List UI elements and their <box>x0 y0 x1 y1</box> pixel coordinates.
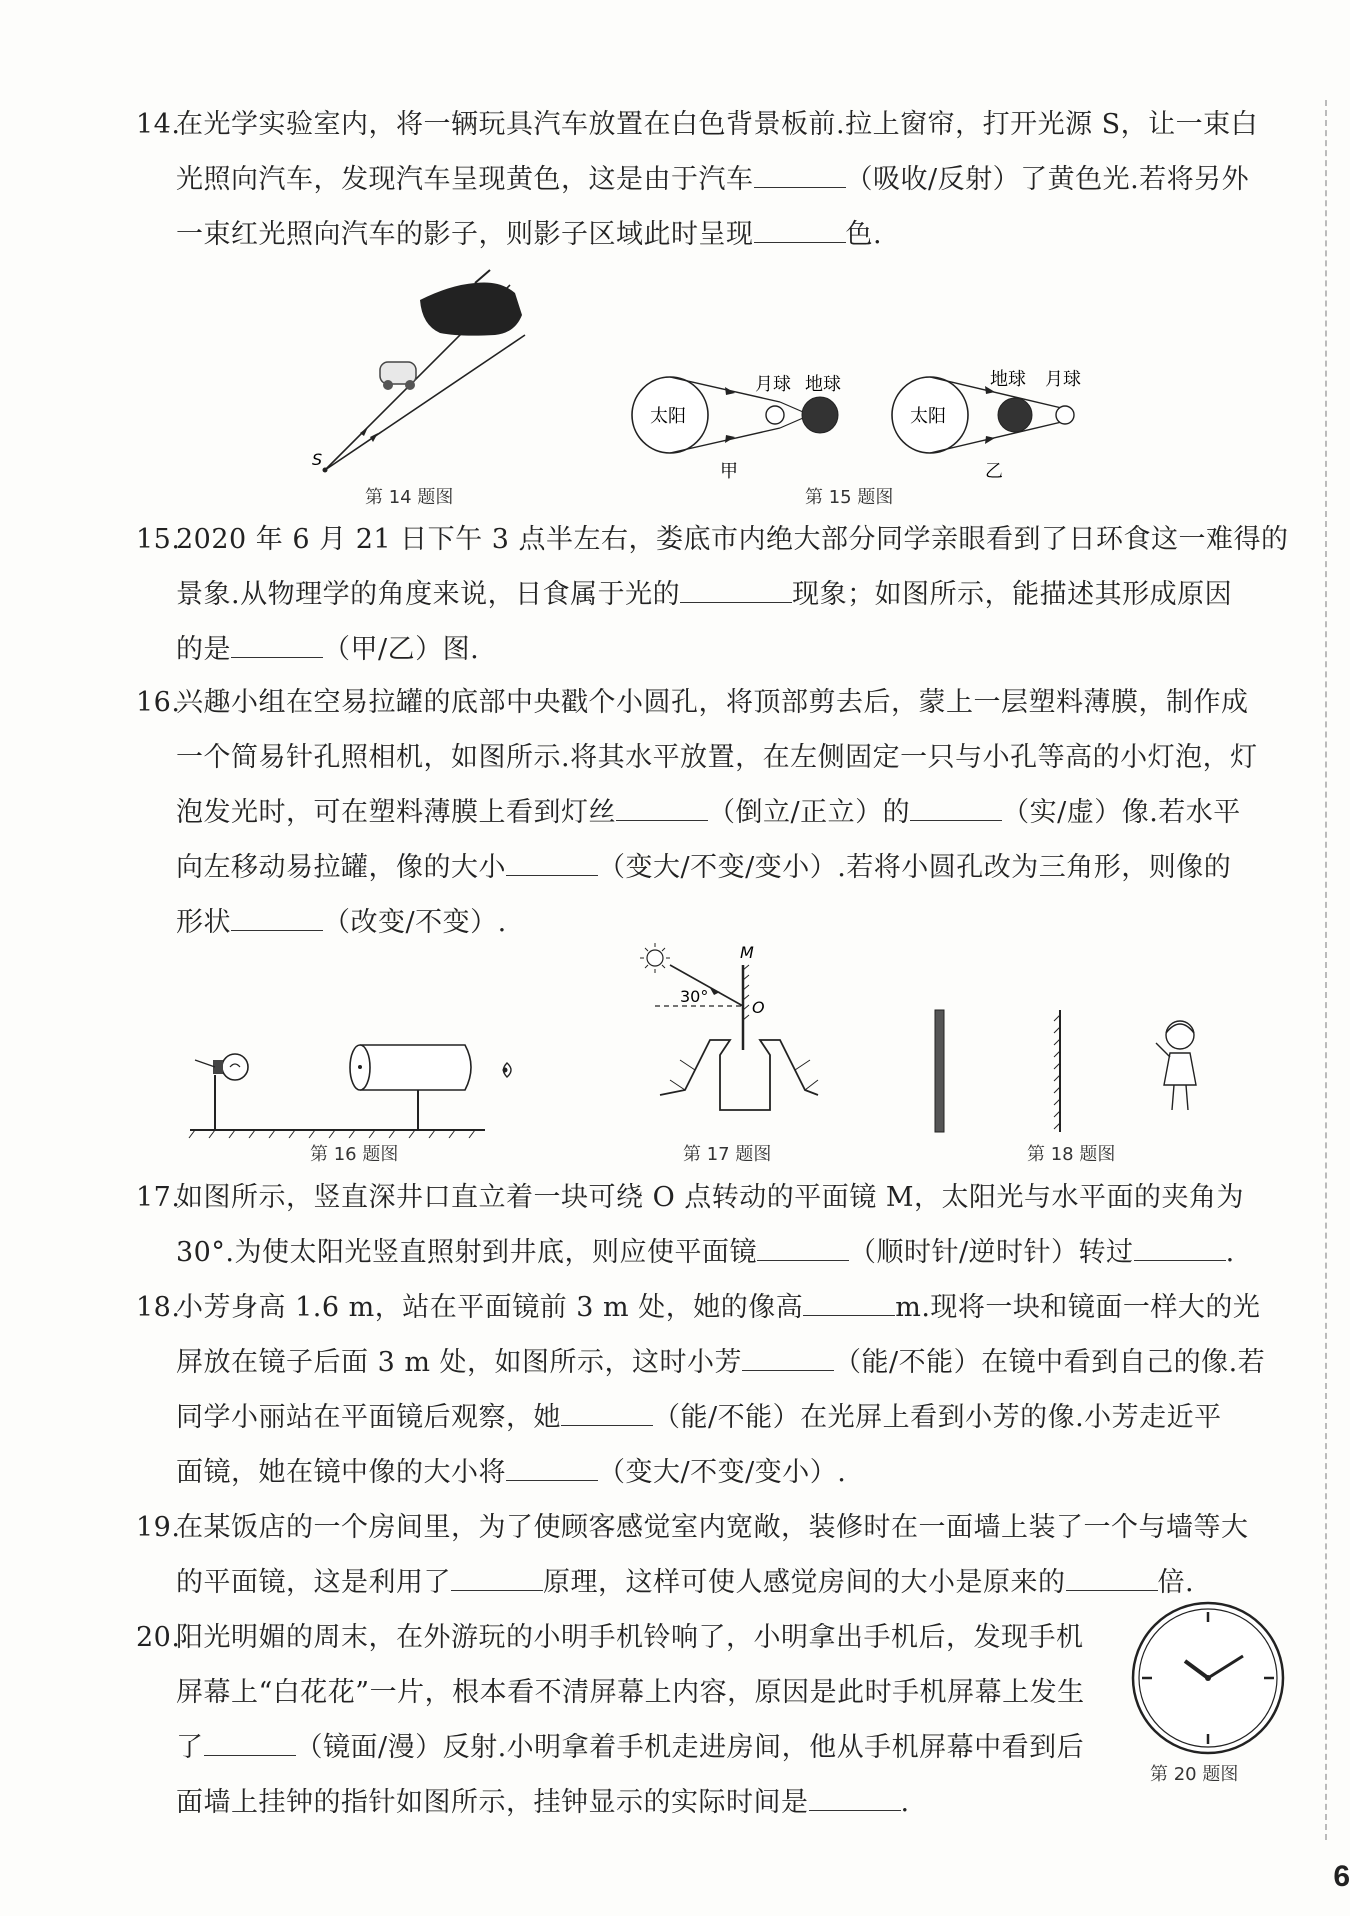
question-text: 倍. <box>1157 1567 1195 1598</box>
answer-blank[interactable] <box>1066 1566 1158 1591</box>
answer-blank[interactable] <box>754 218 846 243</box>
answer-blank[interactable] <box>754 163 846 188</box>
answer-blank[interactable] <box>757 1236 849 1261</box>
question-text: （改变/不变）. <box>323 907 507 938</box>
question-17 <box>136 1170 1270 1280</box>
question-text: 一束红光照向汽车的影子，则影子区域此时呈现 <box>176 219 754 250</box>
answer-blank[interactable] <box>1134 1236 1226 1261</box>
answer-blank[interactable] <box>680 578 792 603</box>
question-text: . <box>900 1787 910 1818</box>
mirror-m-label: M <box>740 943 754 962</box>
answer-blank[interactable] <box>561 1401 653 1426</box>
question-text: 形状 <box>176 907 231 938</box>
figure-14-caption: 第 14 题图 <box>365 487 454 508</box>
question-text: 同学小丽站在平面镜后观察，她 <box>176 1402 561 1433</box>
question-text: 如图所示，竖直深井口直立着一块可绕 O 点转动的平面镜 M，太阳光与水平面的夹角为 <box>176 1182 1245 1213</box>
question-text: （能/不能）在镜中看到自己的像.若 <box>834 1347 1266 1378</box>
question-text: 泡发光时，可在塑料薄膜上看到灯丝 <box>176 797 616 828</box>
page-number: 6 <box>1333 1860 1350 1893</box>
figure-16-pinhole-camera <box>185 1005 525 1145</box>
question-text: 30°.为使太阳光竖直照射到井底，则应使平面镜 <box>176 1237 757 1268</box>
question-text: （甲/乙）图. <box>323 634 480 665</box>
question-text: 屏幕上“白花花”一片，根本看不清屏幕上内容，原因是此时手机屏幕上发生 <box>176 1677 1085 1708</box>
question-text: 现象；如图所示，能描述其形成原因 <box>792 579 1233 610</box>
question-text: （实/虚）像.若水平 <box>1002 797 1241 828</box>
sun-label: 太阳 <box>650 406 686 427</box>
question-text: 色. <box>845 219 883 250</box>
question-text: 屏放在镜子后面 3 m 处，如图所示，这时小芳 <box>176 1347 743 1378</box>
answer-blank[interactable] <box>506 851 598 876</box>
question-text: 2020 年 6 月 21 日下午 3 点半左右，娄底市内绝大部分同学亲眼看到了日环食这一难得的 <box>176 524 1289 555</box>
question-text: 的平面镜，这是利用了 <box>176 1567 451 1598</box>
question-text: （镜面/漫）反射.小明拿着手机走进房间，他从手机屏幕中看到后 <box>295 1732 1085 1763</box>
figure-14-light-car <box>300 265 540 475</box>
question-number: 19. <box>136 1512 181 1543</box>
question-text: 向左移动易拉罐，像的大小 <box>176 852 506 883</box>
figure-17-well-mirror <box>640 940 820 1120</box>
answer-blank[interactable] <box>809 1786 901 1811</box>
answer-blank[interactable] <box>506 1456 598 1481</box>
question-15 <box>136 512 1289 677</box>
earth-label: 地球 <box>990 369 1026 390</box>
question-text: m.现将一块和镜面一样大的光 <box>895 1292 1261 1323</box>
question-number: 18. <box>136 1292 181 1323</box>
diagram-jia-label: 甲 <box>720 461 738 480</box>
question-text: 了 <box>176 1732 204 1763</box>
moon-label: 月球 <box>1045 369 1081 390</box>
question-text: （变大/不变/变小）.若将小圆孔改为三角形，则像的 <box>598 852 1232 883</box>
figure-16-caption: 第 16 题图 <box>310 1144 399 1165</box>
question-number: 16. <box>136 687 181 718</box>
question-text: 在光学实验室内，将一辆玩具汽车放置在白色背景板前.拉上窗帘，打开光源 S，让一束白 <box>176 109 1259 140</box>
angle-label: 30° <box>680 987 709 1006</box>
answer-blank[interactable] <box>803 1291 895 1316</box>
point-o-label: O <box>752 998 765 1017</box>
figure-18-caption: 第 18 题图 <box>1027 1144 1116 1165</box>
answer-blank[interactable] <box>616 796 708 821</box>
question-text: （倒立/正立）的 <box>708 797 911 828</box>
figure-18-mirror-screen <box>930 1005 1210 1140</box>
question-number: 17. <box>136 1182 181 1213</box>
question-20 <box>136 1610 1085 1830</box>
figure-20-caption: 第 20 题图 <box>1150 1764 1239 1785</box>
question-18 <box>136 1280 1270 1500</box>
question-text: 一个简易针孔照相机，如图所示.将其水平放置，在左侧固定一只与小孔等高的小灯泡，灯 <box>176 742 1258 773</box>
answer-blank[interactable] <box>204 1731 296 1756</box>
figure-17-caption: 第 17 题图 <box>683 1144 772 1165</box>
answer-blank[interactable] <box>231 906 323 931</box>
question-text: 原理，这样可使人感觉房间的大小是原来的 <box>543 1567 1066 1598</box>
question-number: 14. <box>136 109 181 140</box>
answer-blank[interactable] <box>451 1566 543 1591</box>
question-text: （变大/不变/变小）. <box>598 1457 847 1488</box>
light-source-label: S <box>312 450 323 469</box>
answer-blank[interactable] <box>910 796 1002 821</box>
question-text: 景象.从物理学的角度来说，日食属于光的 <box>176 579 681 610</box>
earth-label: 地球 <box>805 374 841 395</box>
question-text: 在某饭店的一个房间里，为了使顾客感觉室内宽敞，装修时在一面墙上装了一个与墙等大 <box>176 1512 1249 1543</box>
question-text: 面墙上挂钟的指针如图所示，挂钟显示的实际时间是 <box>176 1787 809 1818</box>
question-number: 15. <box>136 524 181 555</box>
question-text: （顺时针/逆时针）转过 <box>848 1237 1134 1268</box>
question-number: 20. <box>136 1622 181 1653</box>
question-text: 阳光明媚的周末，在外游玩的小明手机铃响了，小明拿出手机后，发现手机 <box>176 1622 1084 1653</box>
clock-icon <box>1128 1598 1288 1758</box>
question-16 <box>136 675 1270 950</box>
binding-edge-line <box>1325 100 1328 1840</box>
answer-blank[interactable] <box>231 633 323 658</box>
moon-label: 月球 <box>755 374 791 395</box>
sun-label: 太阳 <box>910 406 946 427</box>
question-14 <box>136 97 1270 262</box>
question-text: 兴趣小组在空易拉罐的底部中央戳个小圆孔，将顶部剪去后，蒙上一层塑料薄膜，制作成 <box>176 687 1249 718</box>
figure-15-eclipse <box>620 365 1090 480</box>
question-text: （能/不能）在光屏上看到小芳的像.小芳走近平 <box>653 1402 1222 1433</box>
figure-15-caption: 第 15 题图 <box>805 487 894 508</box>
question-text: 小芳身高 1.6 m，站在平面镜前 3 m 处，她的像高 <box>176 1292 804 1323</box>
answer-blank[interactable] <box>742 1346 834 1371</box>
diagram-yi-label: 乙 <box>985 461 1003 480</box>
question-text: . <box>1225 1237 1235 1268</box>
question-19 <box>136 1500 1270 1610</box>
question-text: （吸收/反射）了黄色光.若将另外 <box>845 164 1250 195</box>
question-text: 的是 <box>176 634 231 665</box>
question-text: 光照向汽车，发现汽车呈现黄色，这是由于汽车 <box>176 164 754 195</box>
question-text: 面镜，她在镜中像的大小将 <box>176 1457 506 1488</box>
